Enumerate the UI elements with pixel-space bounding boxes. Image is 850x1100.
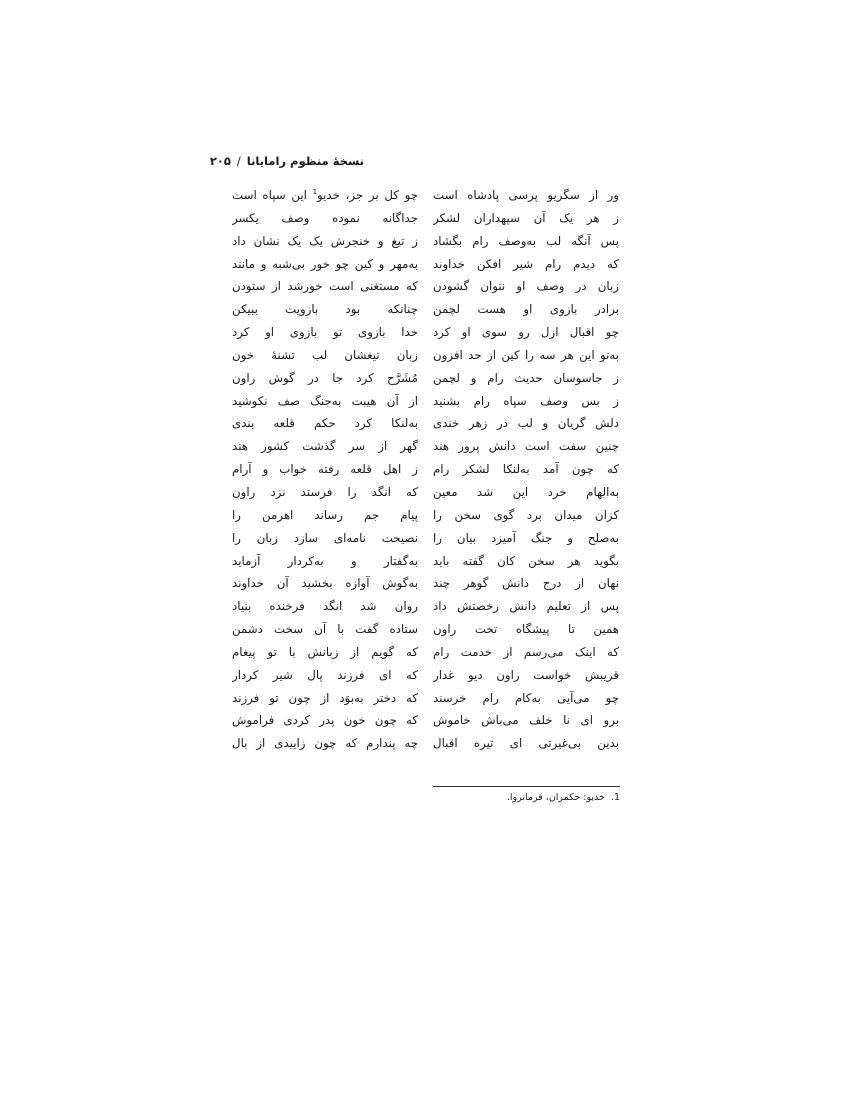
verse-line: که انگد را فرستد نزد راون <box>232 484 418 499</box>
book-title: نسخهٔ منظوم رامایانا <box>246 154 364 168</box>
verse-line: ور از سگریو پرسی پادشاه است <box>433 188 619 202</box>
verse-line: به‌صلح و جنگ آمیزد بیان را <box>433 530 619 545</box>
verse-line: زبان در وصف او نتوان گشودن <box>433 279 619 294</box>
page-number: ۲۰۵ <box>209 154 231 168</box>
footnote-number: 1. <box>610 792 620 803</box>
verse-line: چو می‌آیی به‌کام رام خرسند <box>433 690 619 705</box>
verse-line: به‌گفتار و به‌کردار آزماید <box>232 553 418 568</box>
verse-line: پس از تعلیم دانش رخصتش داد <box>433 599 619 614</box>
verse-line: گهر از سر گذشت کشور هند <box>232 439 418 454</box>
verse-column-left <box>232 184 418 755</box>
verse-line: ز تیغ و خنجرش یک یک نشان داد <box>232 233 418 248</box>
verse-line: پس آنگه لب به‌وصف رام بگشاد <box>433 233 619 248</box>
verse-line: که مستغنی است خورشد از ستودن <box>232 279 418 294</box>
verse-line: ز اهل قلعه رفته خواب و آرام <box>232 462 418 477</box>
verse-line: نصیحت نامه‌ای سازد زبان را <box>232 530 418 545</box>
verse-line: ز هر یک آن سپهداران لشکر <box>433 210 619 225</box>
verse-line <box>232 184 418 207</box>
verse-line: که گویم از زبانش با تو پیغام <box>232 644 418 659</box>
verse-line: چنین سفت است دانش پرور هند <box>433 439 619 454</box>
verse-line: چه پندارم که چون زاییدی از بال <box>232 736 418 751</box>
verse-line: نهان از درج دانش گوهر چند <box>433 576 619 591</box>
verse-line: که چون آمد به‌لنکا لشکر رام <box>433 462 619 477</box>
verse-column-right <box>433 184 619 755</box>
footnote-text: خدیو: حکمران، فرمانروا. <box>506 792 605 803</box>
verse-line: قریبش خواست راون دیو غدار <box>433 667 619 682</box>
verse-line: که چون خون پدر کردی فراموش <box>232 713 418 728</box>
verse-line: به‌الهام خرد این شد معین <box>433 484 619 499</box>
verse-line: ز بس وصف سپاه رام بشنید <box>433 393 619 408</box>
verse-line: زبان تیغشان لب تشنهٔ خون <box>232 347 418 362</box>
footnote <box>433 792 620 803</box>
verse-line: بدین بی‌غیرتی ای تیره اقبال <box>433 736 619 751</box>
verse-line: مُشَرَّح کرد جا در گوش راون <box>232 370 418 385</box>
verse-line: روان شد انگد فرخنده بنیاد <box>232 599 418 614</box>
verse-line: که اینک می‌رسم از خدمت رام <box>433 644 619 659</box>
verse-line: پیام جم رساند اهرمن را <box>232 507 418 522</box>
verse-line: بگوید هر سخن کان گفته باید <box>433 553 619 568</box>
verse-line: به‌تو این هر سه را کین از حد افزون <box>433 347 619 362</box>
verse-line: دلش گریان و لب در زهر خندی <box>433 416 619 431</box>
verse-line: همین تا پیشگاه تخت راون <box>433 622 619 637</box>
verse-line: چو اقبال ازل رو سوی او کرد <box>433 325 619 340</box>
verse-line: جداگانه نموده وصف یکسر <box>232 210 418 225</box>
running-header <box>209 152 364 170</box>
verse-line: از آن هیبت به‌جنگ صف نکوشید <box>232 393 418 408</box>
verse-line: ز جاسوسان حدیث رام و لچمن <box>433 370 619 385</box>
verse-line: که دختر به‌بوَد از چون تو فرزند <box>232 690 418 705</box>
verse-line: خدا بازوی تو بازوی او کرد <box>232 325 418 340</box>
verse-line: به‌گوش آوازه بخشید آن خداوند <box>232 576 418 591</box>
verse-line-text: این سپاه است <box>232 188 307 202</box>
verse-line: که ای فرزند پال شیر کردار <box>232 667 418 682</box>
footnote-rule <box>433 786 620 787</box>
verse-line-text: چو کل بر جز، خدیو <box>317 188 418 202</box>
verse-line: کزان میدان برد گوی سخن را <box>433 507 619 522</box>
verse-line: برو ای نا خلف می‌باش خاموش <box>433 713 619 728</box>
verse-line: که دیدم رام شیر افکن خداوند <box>433 256 619 271</box>
verse-line: به‌مهر و کین چو خور بی‌شبه و مانند <box>232 256 418 271</box>
verse-line: به‌لنکا کرد حکم قلعه بندی <box>232 416 418 431</box>
footnote-marker: 1 <box>312 188 318 197</box>
verse-line: ستاده گفت با آن سخت دشمن <box>232 622 418 637</box>
verse-line: چنانکه بود بازویت ببیکن <box>232 302 418 317</box>
header-separator: / <box>236 154 241 168</box>
verse-line: برادر بازوی او هست لچمن <box>433 302 619 317</box>
